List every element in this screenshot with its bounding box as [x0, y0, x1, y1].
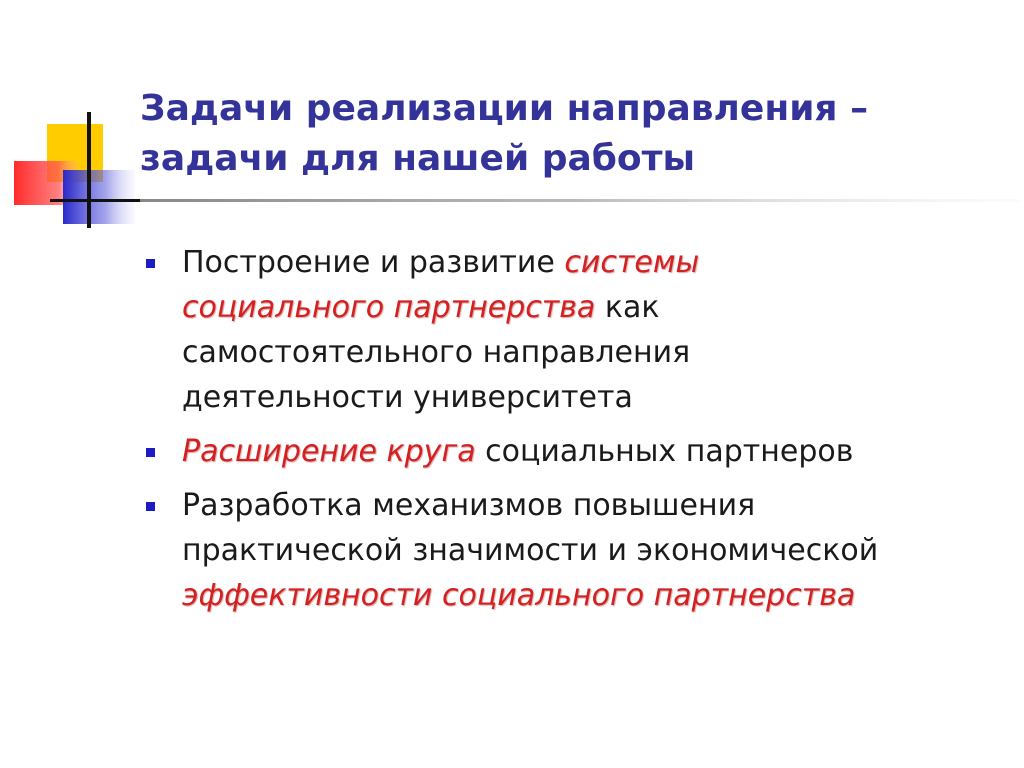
- bullet-item: [146, 240, 1006, 420]
- bullet-item: [146, 429, 1006, 474]
- bullet-line: [182, 429, 1006, 474]
- bullet-line: [182, 330, 1006, 375]
- bullet-text: Разработка механизмов повышения: [182, 488, 756, 523]
- title-line: задачи для нашей работы: [140, 138, 696, 179]
- bullet-line: [182, 573, 1006, 618]
- bullet-line: [182, 240, 1006, 285]
- bullet-text: практической значимости и экономической: [182, 533, 879, 568]
- bullet-line: [182, 375, 1006, 420]
- bullet-line: [182, 285, 1006, 330]
- bullet-text: как: [595, 290, 660, 325]
- slide-title: [140, 84, 1000, 184]
- emphasized-text: социального партнерства: [182, 290, 596, 325]
- bullet-marker-icon: [146, 448, 155, 457]
- bullet-list: [146, 240, 1006, 627]
- bullet-text: деятельности университета: [182, 380, 633, 415]
- bullet-line: [182, 528, 1006, 573]
- emphasized-text: системы: [564, 245, 700, 280]
- bullet-item: [146, 483, 1006, 618]
- bullet-text: самостоятельного направления: [182, 335, 691, 370]
- emphasized-text: Расширение круга: [182, 434, 476, 469]
- bullet-marker-icon: [146, 259, 155, 268]
- blue-square: [63, 170, 135, 224]
- bullet-marker-icon: [146, 502, 155, 511]
- bullet-line: [182, 483, 1006, 528]
- emphasized-text: эффективности социального партнерства: [182, 578, 856, 613]
- bullet-text: Построение и развитие: [182, 245, 565, 280]
- bullet-text: социальных партнеров: [475, 434, 854, 469]
- title-underline: [140, 199, 1020, 202]
- title-line: Задачи реализации направления –: [140, 88, 869, 129]
